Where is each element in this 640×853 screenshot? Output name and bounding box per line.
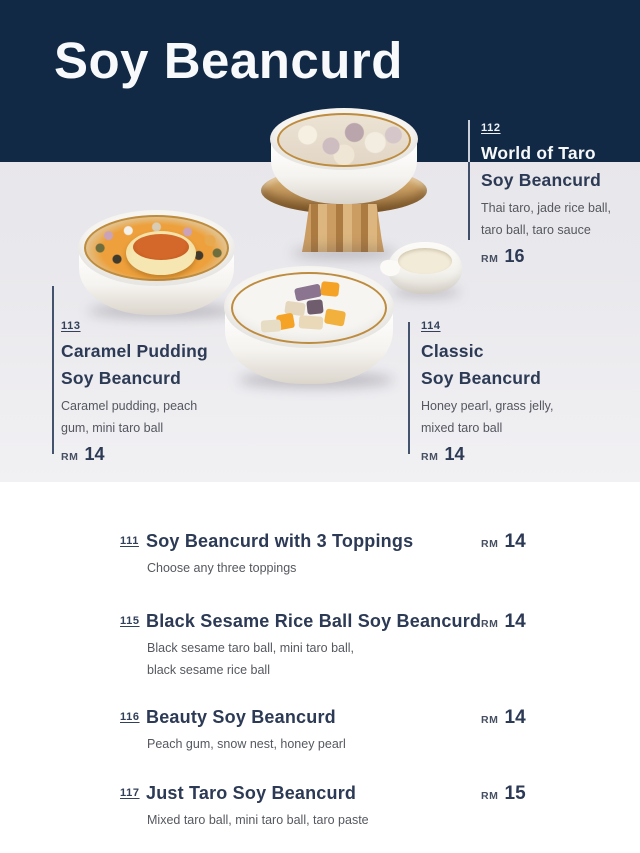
item-title: Just Taro Soy Beancurd <box>146 783 357 803</box>
description-line: Choose any three toppings <box>147 561 297 575</box>
featured-item-113 <box>61 316 231 465</box>
caramel-flan <box>126 231 196 275</box>
price-amount: 14 <box>504 707 526 728</box>
item-number: 113 <box>61 320 81 332</box>
currency-label: RM <box>61 451 79 463</box>
classic-soy-beancurd-bowl-photo <box>224 266 394 384</box>
caramel-pudding-bowl-photo <box>78 210 235 315</box>
currency-label: RM <box>481 790 499 802</box>
description-line: Peach gum, snow nest, honey pearl <box>147 737 346 751</box>
description-line: black sesame rice ball <box>147 663 270 677</box>
currency-label: RM <box>421 451 439 463</box>
description-line: mixed taro ball <box>421 420 503 435</box>
creamer-milk <box>398 248 452 274</box>
item-description <box>421 396 591 439</box>
item-description <box>147 637 354 681</box>
featured-item-112 <box>481 118 640 267</box>
taro-beancurd-contents <box>277 113 411 167</box>
classic-beancurd-contents <box>231 272 387 344</box>
item-number: 112 <box>481 122 501 134</box>
description-line: taro ball, taro sauce <box>481 222 591 237</box>
page-title: Soy Beancurd <box>54 32 403 89</box>
item-description <box>147 733 346 755</box>
item-title: Soy Beancurd with 3 Toppings <box>146 531 414 551</box>
item-number: 116 <box>120 711 140 723</box>
description-line: Thai taro, jade rice ball, <box>481 201 611 215</box>
pumpkin-cube <box>320 281 339 297</box>
item-number: 114 <box>421 320 441 332</box>
currency-label: RM <box>481 253 499 265</box>
stand-shadow <box>292 247 396 259</box>
featured-item-114 <box>421 316 591 465</box>
price-amount: 16 <box>504 246 525 266</box>
taro-soy-beancurd-bowl-photo <box>270 108 418 204</box>
item-title-line2: Soy Beancurd <box>61 368 182 388</box>
item-title: Black Sesame Rice Ball Soy Beancurd <box>146 611 482 631</box>
item-title-line2: Soy Beancurd <box>481 170 602 190</box>
item-title-line1: Classic <box>421 341 484 361</box>
item-price <box>481 611 526 633</box>
item-description <box>61 396 231 439</box>
item-title-line1: Caramel Pudding <box>61 341 208 361</box>
milk-creamer-jug-photo <box>388 242 462 294</box>
price-amount: 15 <box>504 783 526 804</box>
item-price <box>421 444 591 465</box>
rice-ball <box>261 319 282 332</box>
item-number: 117 <box>120 787 140 799</box>
taro-ball <box>299 315 324 330</box>
currency-label: RM <box>481 714 499 726</box>
divider-114 <box>408 322 410 454</box>
item-title: Beauty Soy Beancurd <box>146 707 336 727</box>
wooden-stand-pedestal <box>302 204 384 252</box>
currency-label: RM <box>481 538 499 550</box>
item-number: 115 <box>120 615 140 627</box>
item-description <box>147 557 296 579</box>
divider-112 <box>468 120 470 240</box>
description-line: Caramel pudding, peach <box>61 399 198 413</box>
pumpkin-cube <box>324 308 346 326</box>
caramel-flan-top <box>133 234 189 260</box>
item-title-line2: Soy Beancurd <box>421 368 542 388</box>
item-title-line1: World of Taro <box>481 143 596 163</box>
taro-cube <box>306 299 323 315</box>
item-description <box>147 809 369 831</box>
item-price <box>481 246 640 267</box>
divider-113 <box>52 286 54 454</box>
item-description <box>481 198 640 241</box>
item-price <box>481 531 526 553</box>
description-line: Honey pearl, grass jelly, <box>421 399 554 413</box>
description-line: Mixed taro ball, mini taro ball, taro paste <box>147 813 369 827</box>
item-number: 111 <box>120 535 139 547</box>
price-amount: 14 <box>504 531 526 552</box>
item-price <box>481 707 526 729</box>
price-amount: 14 <box>504 611 526 632</box>
currency-label: RM <box>481 618 499 630</box>
menu-list-section <box>0 482 640 853</box>
caramel-pudding-contents <box>84 215 229 281</box>
description-line: gum, mini taro ball <box>61 420 164 435</box>
description-line: Black sesame taro ball, mini taro ball, <box>147 641 355 655</box>
item-price <box>481 783 526 805</box>
price-amount: 14 <box>84 444 105 464</box>
item-price <box>61 444 231 465</box>
price-amount: 14 <box>444 444 465 464</box>
